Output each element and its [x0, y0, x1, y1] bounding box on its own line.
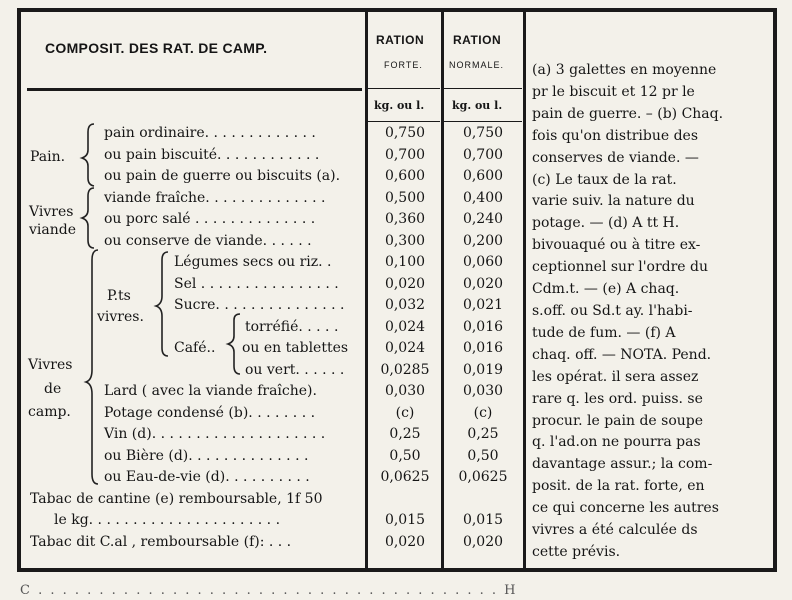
note-line: pr le biscuit et 12 pr le [532, 83, 695, 100]
group-camp-1: Vivres [28, 357, 73, 373]
value-normale: 0,0625 [458, 469, 508, 485]
note-line: posit. de la rat. forte, en [532, 478, 705, 495]
group-camp-2: de [44, 381, 62, 397]
group-viande-2: viande [29, 222, 76, 238]
note-line: Cdm.t. — (e) A chaq. [532, 281, 680, 298]
unit-forte: kg. ou l. [374, 99, 425, 112]
table-row [30, 490, 322, 508]
row-label: ou Bière (d). . . . . . . . . . . . . . [104, 448, 309, 464]
table-row [104, 210, 315, 228]
row-label: ou porc salé . . . . . . . . . . . . . . [104, 211, 316, 227]
group-viande-1: Vivres [29, 204, 74, 220]
table-row [174, 296, 344, 314]
value-forte: 0,015 [384, 512, 426, 528]
value-forte: 0,024 [384, 340, 426, 356]
table-row [104, 425, 325, 443]
row-label: ou pain biscuité. . . . . . . . . . . . [104, 147, 320, 163]
value-forte: 0,024 [384, 319, 426, 335]
note-line: potage. — (d) A tt H. [532, 215, 680, 232]
value-normale: 0,700 [462, 147, 504, 163]
note-line: fois qu'on distribue des [532, 127, 699, 144]
table-row [104, 404, 315, 422]
value-normale: 0,600 [462, 168, 504, 184]
table-row [104, 447, 308, 465]
table-row [245, 361, 344, 379]
table-row [174, 253, 332, 271]
row-label: Lard ( avec la viande fraîche). [104, 383, 317, 399]
row-label: ou Eau-de-vie (d). . . . . . . . . . [104, 469, 310, 485]
table-row [104, 189, 325, 207]
note-line: (a) 3 galettes en moyenne [532, 62, 717, 78]
col-forte-subtitle: FORTE. [384, 60, 423, 70]
value-normale: 0,021 [462, 297, 504, 313]
value-forte: 0,020 [384, 276, 426, 292]
group-camp-3: camp. [28, 404, 71, 420]
row-label: pain ordinaire. . . . . . . . . . . . . [104, 125, 316, 141]
table-row [174, 275, 339, 293]
col-normale-subtitle: NORMALE. [449, 60, 505, 70]
value-normale: 0,030 [462, 383, 504, 399]
value-normale: 0,016 [462, 319, 504, 335]
row-label: Sel . . . . . . . . . . . . . . . . [174, 276, 339, 292]
row-label: ou conserve de viande. . . . . . [104, 233, 312, 249]
value-forte: 0,500 [384, 190, 426, 206]
note-line: les opérat. il sera assez [532, 368, 699, 385]
table-row [104, 382, 317, 400]
group-cafe: Café.. [174, 340, 216, 356]
value-forte: 0,600 [384, 168, 426, 184]
value-forte: 0,700 [384, 147, 426, 163]
group-pain: Pain. [30, 149, 66, 165]
table-row [104, 468, 310, 486]
table-row [104, 146, 319, 164]
note-line: conserves de viande. — [532, 149, 699, 166]
note-line: chaq. off. — NOTA. Pend. [532, 346, 712, 363]
value-normale: 0,750 [462, 125, 504, 141]
note-line: vivres a été calculée ds [532, 522, 698, 539]
row-label: Potage condensé (b). . . . . . . . [104, 405, 316, 421]
value-forte: 0,0625 [380, 469, 430, 485]
table-row [245, 318, 338, 336]
unit-normale: kg. ou l. [452, 99, 503, 112]
value-normale: 0,50 [467, 448, 499, 464]
note-line: ceptionnel sur l'ordre du [532, 259, 709, 276]
value-forte: 0,750 [384, 125, 426, 141]
table-row [104, 124, 316, 142]
value-normale: 0,015 [462, 512, 504, 528]
row-label: ou en tablettes [242, 340, 349, 356]
value-normale: 0,020 [462, 276, 504, 292]
table-row [104, 232, 312, 250]
row-label: le kg. . . . . . . . . . . . . . . . . . . . . . [54, 512, 281, 528]
value-forte: 0,300 [384, 233, 426, 249]
note-line: ce qui concerne les autres [532, 500, 719, 517]
note-line: varie suiv. la nature du [532, 193, 695, 210]
value-forte: 0,0285 [380, 362, 430, 378]
note-line: cette prévis. [532, 543, 621, 560]
group-petits-2: vivres. [97, 309, 144, 325]
value-forte: 0,030 [384, 383, 426, 399]
note-line: davantage assur.; la com- [532, 456, 713, 473]
value-normale: 0,240 [462, 211, 504, 227]
value-forte: 0,020 [384, 534, 426, 550]
row-label: Tabac de cantine (e) remboursable, 1f 50 [30, 491, 323, 507]
table-title: COMPOSIT. DES RAT. DE CAMP. [45, 40, 268, 56]
value-forte: (c) [395, 405, 415, 421]
value-normale: 0,400 [462, 190, 504, 206]
note-line: tude de fum. — (f) A [532, 324, 676, 341]
table-row [30, 533, 291, 551]
value-normale: 0,060 [462, 254, 504, 270]
table-row [54, 511, 280, 529]
value-normale: 0,25 [467, 426, 499, 442]
notes-column [532, 60, 768, 564]
value-forte: 0,25 [389, 426, 421, 442]
note-line: procur. le pain de soupe [532, 412, 704, 429]
col-normale-title: RATION [453, 33, 502, 47]
row-label: Sucre. . . . . . . . . . . . . . . [174, 297, 345, 313]
value-normale: 0,200 [462, 233, 504, 249]
value-forte: 0,360 [384, 211, 426, 227]
value-normale: 0,016 [462, 340, 504, 356]
value-normale: 0,019 [462, 362, 504, 378]
row-label: ou pain de guerre ou biscuits (a). [104, 168, 341, 184]
row-label: Tabac dit C.al , remboursable (f): . . . [30, 534, 292, 550]
value-forte: 0,032 [384, 297, 426, 313]
note-line: pain de guerre. – (b) Chaq. [532, 105, 724, 122]
value-normale: 0,020 [462, 534, 504, 550]
note-line: bivouaqué ou à titre ex- [532, 237, 701, 254]
table-row [242, 339, 348, 357]
note-line: q. l'ad.on ne pourra pas [532, 434, 701, 451]
bottom-text: C . . . . . . . . . . . . . . . . . . . . . . . . . . . . . . . . . . . . . . H [20, 583, 518, 598]
value-normale: (c) [473, 405, 493, 421]
table-row [104, 167, 340, 185]
group-petits-1: P.ts [107, 288, 131, 304]
value-forte: 0,100 [384, 254, 426, 270]
value-forte: 0,50 [389, 448, 421, 464]
row-label: torréfié. . . . . [245, 319, 339, 335]
note-line: s.off. ou Sd.t ay. l'habi- [532, 302, 693, 319]
note-line: (c) Le taux de la rat. [532, 171, 677, 188]
row-label: Vin (d). . . . . . . . . . . . . . . . . . . . [104, 426, 326, 442]
row-label: ou vert. . . . . . [245, 362, 345, 378]
row-label: Légumes secs ou riz. . [174, 254, 332, 270]
note-line: rare q. les ord. puiss. se [532, 390, 703, 407]
row-label: viande fraîche. . . . . . . . . . . . . . [104, 190, 326, 206]
col-forte-title: RATION [376, 33, 425, 47]
